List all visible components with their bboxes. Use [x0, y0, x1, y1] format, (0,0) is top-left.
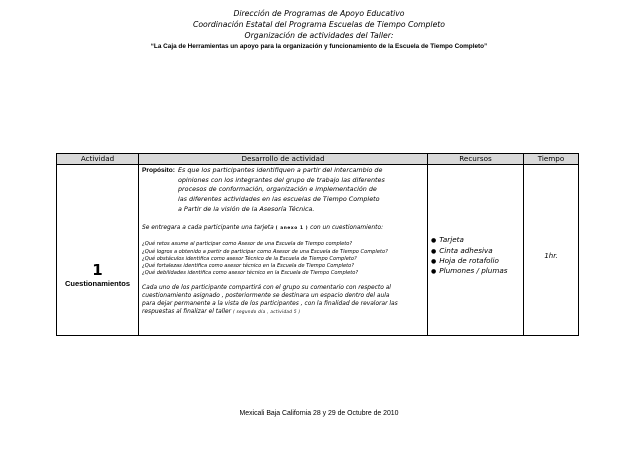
list-item: ● Tarjeta	[431, 235, 464, 245]
bullet-icon: ●	[431, 237, 437, 245]
question-item: ¿Qué obstáculos identifica como asesor Técnico de la Escuela de Tiempo Completo?	[142, 255, 357, 262]
intro-text	[142, 224, 423, 234]
header-line-1: Dirección de Programas de Apoyo Educativo	[233, 9, 405, 18]
intro-after: con un cuestionamiento:	[310, 224, 384, 231]
development-cell	[139, 165, 428, 336]
closing-line: Cada uno de los participante compartirá con el grupo su comentario con respecto al	[142, 284, 391, 291]
question-item: ¿Qué fortalezas identifica como asesor técnico en la Escuela de Tiempo Completo?	[142, 263, 354, 270]
document-header	[0, 8, 638, 52]
question-list	[142, 241, 423, 277]
purpose-label: Propósito:	[142, 167, 175, 174]
table-row	[57, 165, 579, 336]
activity-cell	[57, 165, 139, 336]
header-actividad: Actividad	[57, 154, 139, 165]
document-footer: Mexicali Baja California 28 y 29 de Octubre de 2010	[239, 410, 399, 417]
table-header-row	[57, 154, 579, 165]
closing-line: para dejar permanente a la vista de los participantes , con la finalidad de revalorar las	[142, 300, 398, 307]
purpose-line: opiniones con los integrantes del grupo de trabajo las diferentes	[177, 175, 385, 184]
closing-text	[142, 285, 423, 318]
question-item: ¿Qué debilidades identifica como asesor técnico en la Escuela de Tiempo Completo?	[142, 270, 359, 277]
activity-number: 1	[92, 260, 103, 279]
activities-table	[56, 153, 579, 336]
closing-line: cuestionamiento asignado , posteriormente se destinara un espacio dentro del aula	[142, 292, 390, 299]
purpose-line: a Partir de la visión de la Asesoría Técnica.	[177, 204, 315, 213]
question-item: ¿Qué logros a obtenido a partir de participar como Asesor de una Escuela de Tiempo Completo?	[142, 248, 388, 255]
list-item: ● Cinta adhesiva	[431, 245, 493, 255]
activity-name: Cuestionamientos	[64, 278, 130, 288]
closing-note: ( segundo día , actividad 5 )	[232, 309, 301, 315]
bullet-icon: ●	[431, 258, 437, 265]
purpose-line: procesos de conformación, organización e implementación de	[177, 185, 377, 194]
header-line-2: Coordinación Estatal del Programa Escuelas de Tiempo Completo	[192, 20, 446, 29]
question-item: ¿Qué retos asume al participar como Asesor de una Escuela de Tiempo completo?	[142, 241, 353, 248]
header-desarrollo: Desarrollo de actividad	[139, 154, 428, 165]
header-line-3: Organización de actividades del Taller:	[244, 31, 394, 40]
resources-list	[428, 235, 523, 276]
resources-cell	[428, 165, 524, 336]
purpose-line: Es que los participantes identifiquen a partir del intercambio de	[177, 166, 383, 174]
purpose-block	[142, 166, 423, 215]
anexo-reference: ( anexo 1 )	[275, 225, 309, 231]
header-tiempo: Tiempo	[524, 154, 579, 165]
time-cell	[524, 165, 579, 336]
bullet-icon: ●	[431, 247, 437, 255]
closing-line: respuestas al finalizar el taller	[142, 309, 232, 316]
header-recursos: Recursos	[428, 154, 524, 165]
header-workshop-title: “La Caja de Herramientas un apoyo para la organización y funcionamiento de la Escuela de Tiempo Completo”	[150, 43, 488, 50]
purpose-line: las diferentes actividades en las escuelas de Tiempo Completo	[177, 195, 380, 204]
time-value: 1hr.	[544, 252, 558, 260]
list-item: ● Hoja de rotafolio	[431, 256, 499, 265]
list-item: ● Plumones / plumas	[431, 266, 508, 276]
intro-before: Se entregara a cada participante una tarjeta	[142, 224, 274, 231]
bullet-icon: ●	[431, 268, 437, 276]
